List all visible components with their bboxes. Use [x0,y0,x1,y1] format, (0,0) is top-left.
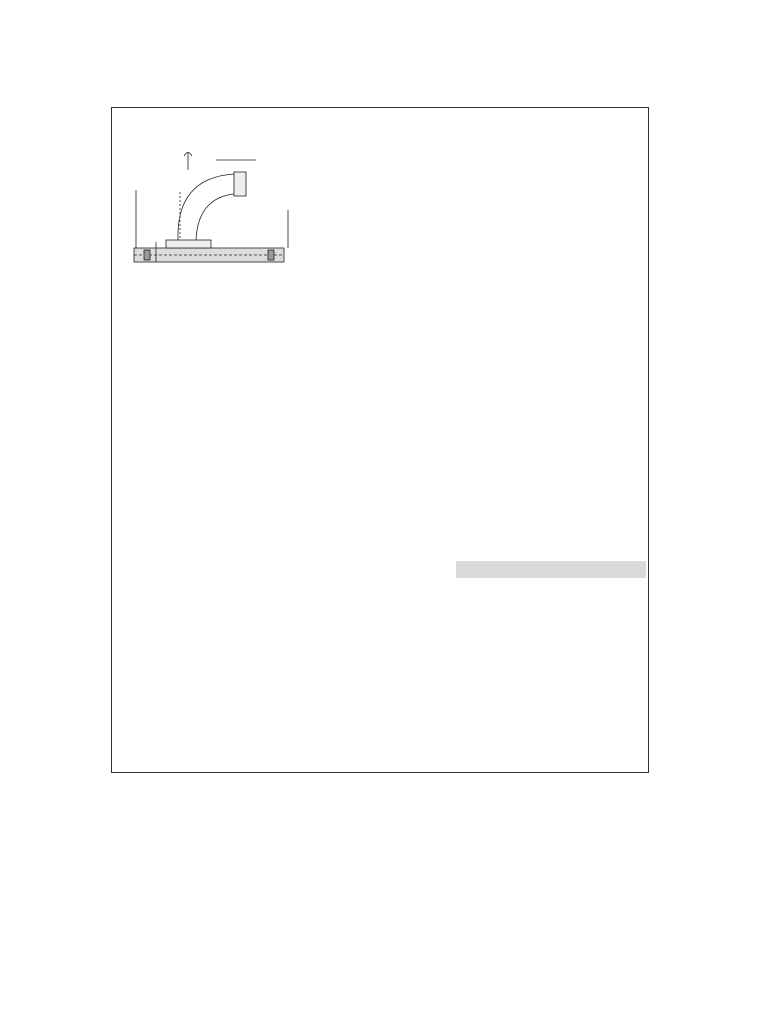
reactor-inlet-diagram [116,150,302,290]
notes-heading-band [456,561,646,578]
page-header [0,52,768,66]
